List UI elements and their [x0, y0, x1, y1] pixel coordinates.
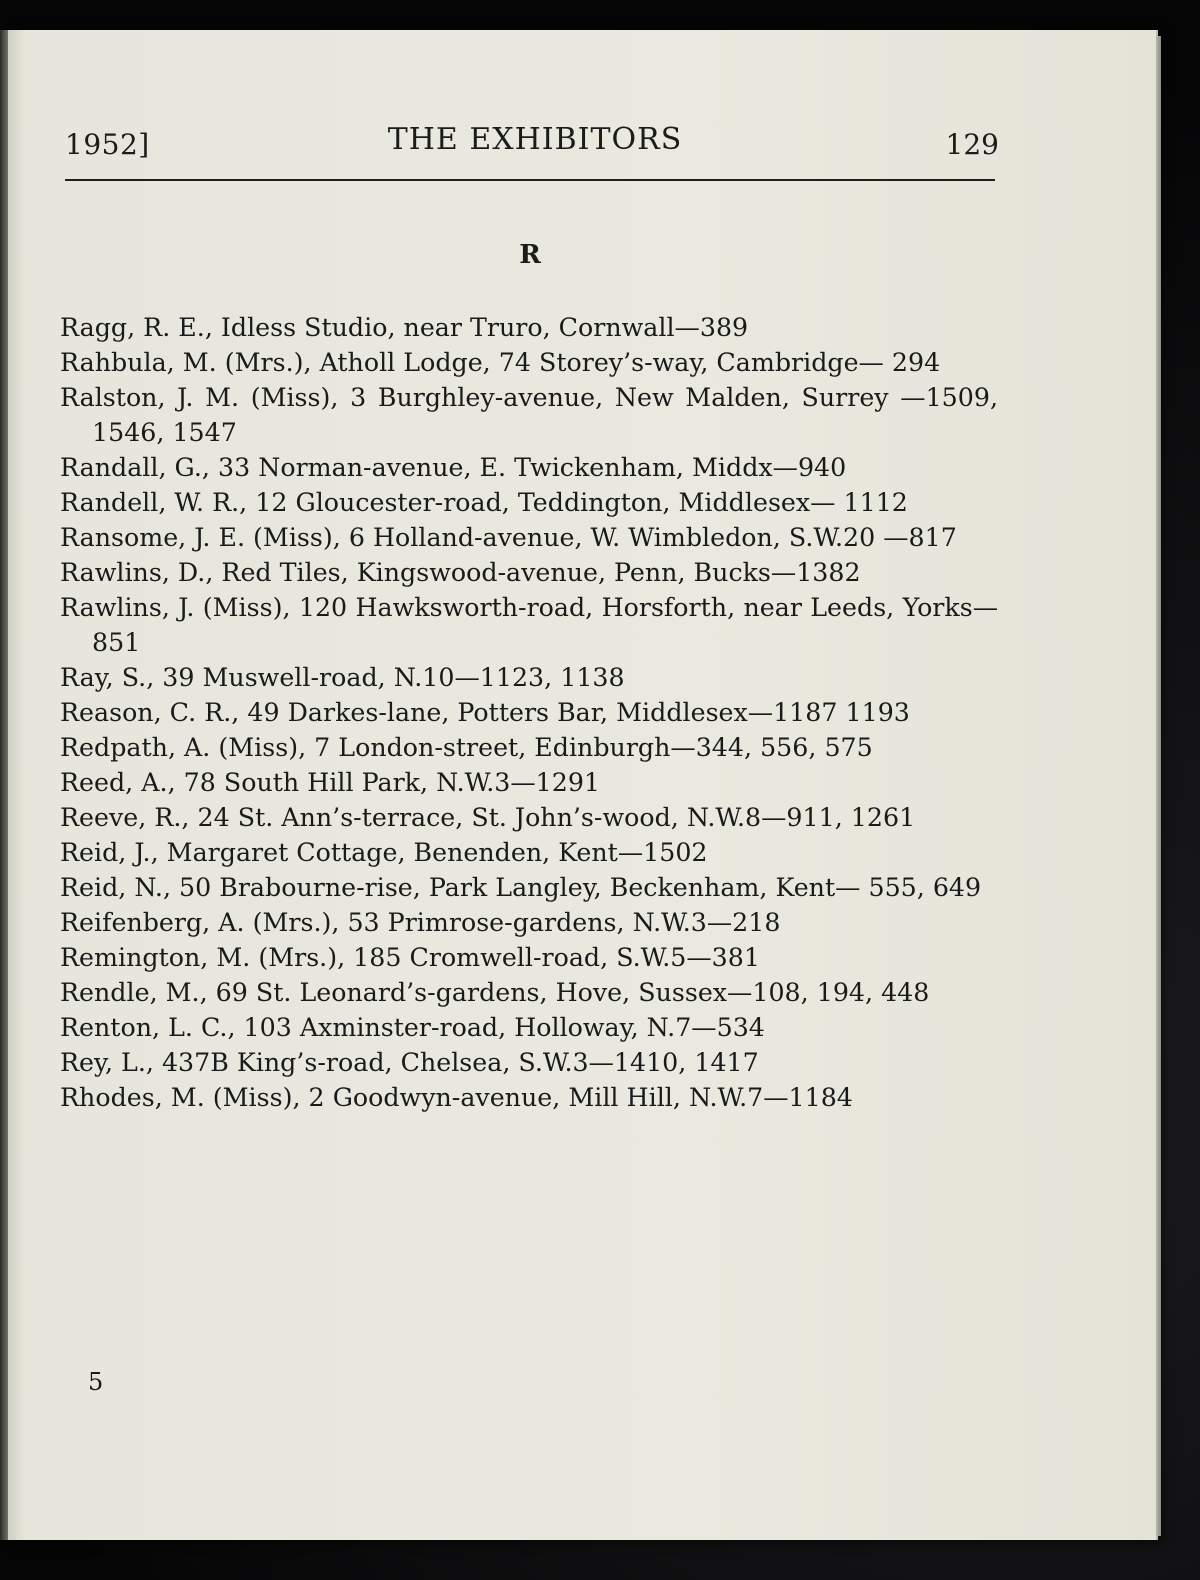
exhibitor-entry: Randell, W. R., 12 Gloucester-road, Teddington, Middlesex— 1112 — [60, 488, 908, 517]
exhibitor-list — [60, 310, 998, 1115]
exhibitor-entry: Reifenberg, A. (Mrs.), 53 Primrose-gardens, N.W.3—218 — [60, 908, 781, 937]
exhibitor-entry: Redpath, A. (Miss), 7 London-street, Edinburgh—344, 556, 575 — [60, 733, 873, 762]
header-page-number: 129 — [945, 128, 999, 161]
exhibitor-entry: Rawlins, J. (Miss), 120 Hawksworth-road, Horsforth, near Leeds, Yorks—851 — [60, 593, 998, 657]
exhibitor-entry: Ransome, J. E. (Miss), 6 Holland-avenue, W. Wimbledon, S.W.20 —817 — [60, 523, 957, 552]
exhibitor-entry: Remington, M. (Mrs.), 185 Cromwell-road, S.W.5—381 — [60, 943, 760, 972]
exhibitor-entry: Rendle, M., 69 St. Leonard’s-gardens, Hove, Sussex—108, 194, 448 — [60, 978, 930, 1007]
exhibitor-entry: Ragg, R. E., Idless Studio, near Truro, Cornwall—389 — [60, 313, 749, 342]
exhibitor-entry: Rhodes, M. (Miss), 2 Goodwyn-avenue, Mill Hill, N.W.7—1184 — [60, 1083, 853, 1112]
exhibitor-entry: Randall, G., 33 Norman-avenue, E. Twickenham, Middx—940 — [60, 453, 847, 482]
exhibitor-entry: Ralston, J. M. (Miss), 3 Burghley-avenue, New Malden, Surrey —1509, 1546, 1547 — [60, 383, 998, 447]
exhibitor-entry: Reason, C. R., 49 Darkes-lane, Potters Bar, Middlesex—1187 1193 — [60, 698, 910, 727]
page-edge — [1156, 36, 1161, 1536]
header-rule — [65, 179, 995, 181]
running-header — [65, 118, 1005, 168]
exhibitor-entry: Rahbula, M. (Mrs.), Atholl Lodge, 74 Storey’s-way, Cambridge— 294 — [60, 348, 941, 377]
signature-mark: 5 — [88, 1368, 104, 1396]
header-year: 1952] — [65, 128, 150, 161]
exhibitor-entry: Reeve, R., 24 St. Ann’s-terrace, St. John’s-wood, N.W.8—911, 1261 — [60, 803, 916, 832]
exhibitor-entry: Rawlins, D., Red Tiles, Kingswood-avenue, Penn, Bucks—1382 — [60, 558, 861, 587]
section-letter: R — [519, 240, 541, 270]
exhibitor-entry: Reid, N., 50 Brabourne-rise, Park Langley, Beckenham, Kent— 555, 649 — [60, 873, 982, 902]
exhibitor-entry: Ray, S., 39 Muswell-road, N.10—1123, 1138 — [60, 663, 625, 692]
exhibitor-entry: Reed, A., 78 South Hill Park, N.W.3—1291 — [60, 768, 601, 797]
exhibitor-entry: Renton, L. C., 103 Axminster-road, Holloway, N.7—534 — [60, 1013, 765, 1042]
exhibitor-entry: Reid, J., Margaret Cottage, Benenden, Kent—1502 — [60, 838, 708, 867]
header-title: THE EXHIBITORS — [387, 122, 683, 157]
exhibitor-entry: Rey, L., 437B King’s-road, Chelsea, S.W.3—1410, 1417 — [60, 1048, 759, 1077]
